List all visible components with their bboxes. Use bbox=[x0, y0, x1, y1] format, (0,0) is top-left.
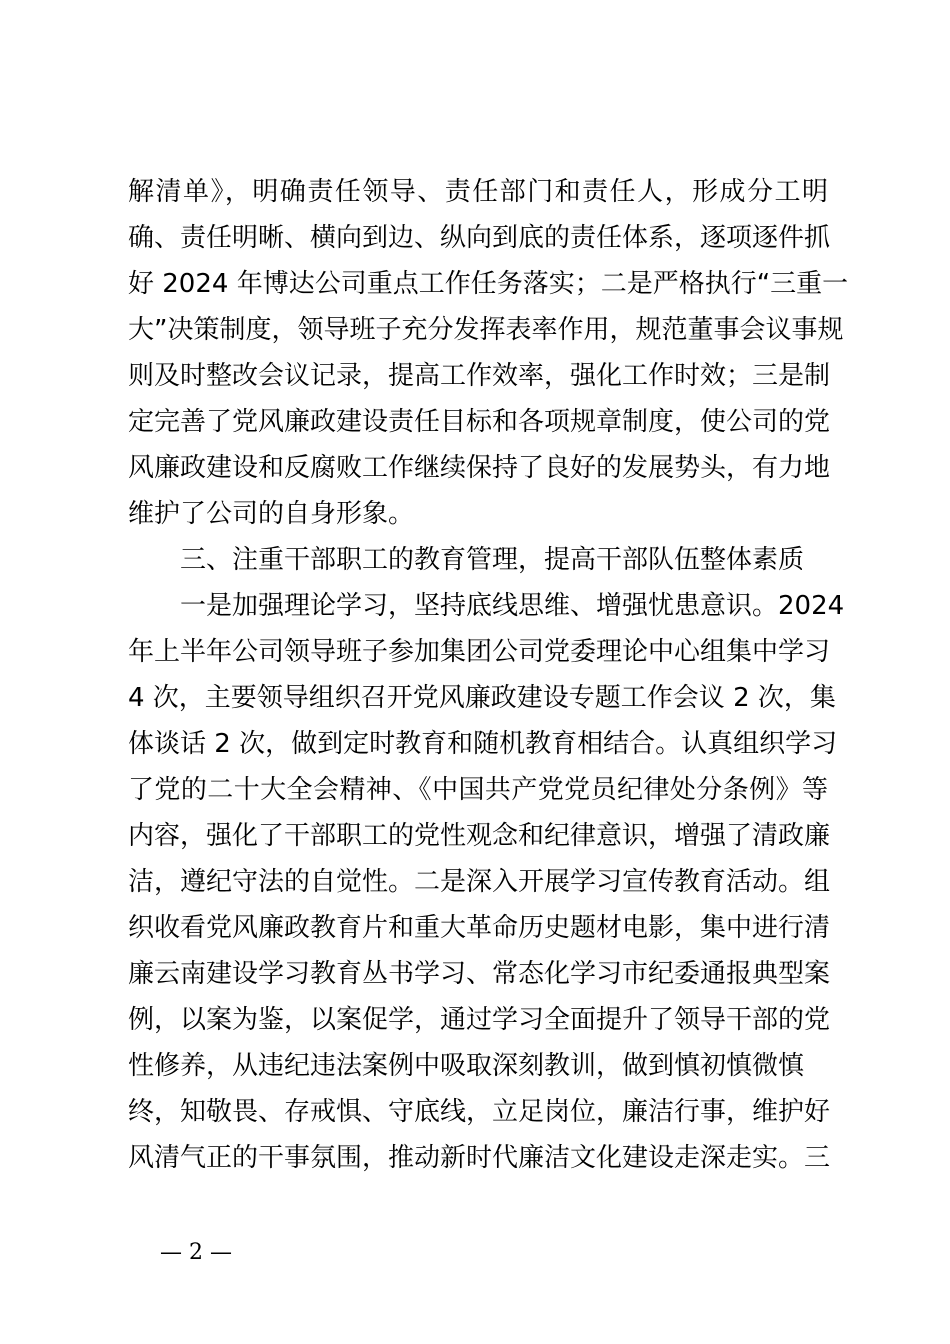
body-line-11: 年上半年公司领导班子参加集团公司党委理论中心组集中学习 bbox=[128, 637, 831, 667]
body-line-12: 4 次，主要领导组织召开党风廉政建设专题工作会议 2 次，集 bbox=[128, 683, 836, 713]
body-line-19: 例，以案为鉴，以案促学，通过学习全面提升了领导干部的党 bbox=[128, 1005, 831, 1035]
body-line-2: 确、责任明晰、横向到边、纵向到底的责任体系，逐项逐件抓 bbox=[128, 223, 831, 253]
body-line-15: 内容，强化了干部职工的党性观念和纪律意识，增强了清政廉 bbox=[128, 821, 831, 851]
body-line-14: 了党的二十大全会精神、《中国共产党党员纪律处分条例》等 bbox=[128, 775, 828, 805]
body-line-21: 终，知敬畏、存戒惧、守底线，立足岗位，廉洁行事，维护好 bbox=[128, 1097, 831, 1127]
body-line-20: 性修养，从违纪违法案例中吸取深刻教训，做到慎初慎微慎 bbox=[128, 1051, 805, 1081]
body-line-6: 定完善了党风廉政建设责任目标和各项规章制度，使公司的党 bbox=[128, 407, 831, 437]
page-number: — 2 — bbox=[160, 1240, 232, 1265]
body-line-17: 织收看党风廉政教育片和重大革命历史题材电影，集中进行清 bbox=[128, 913, 831, 943]
body-line-3: 好 2024 年博达公司重点工作任务落实；二是严格执行“三重一 bbox=[128, 269, 849, 299]
body-line-7: 风廉政建设和反腐败工作继续保持了良好的发展势头，有力地 bbox=[128, 453, 831, 483]
body-line-22: 风清气正的干事氛围，推动新时代廉洁文化建设走深走实。三 bbox=[128, 1143, 831, 1173]
body-line-16: 洁，遵纪守法的自觉性。二是深入开展学习宣传教育活动。组 bbox=[128, 867, 831, 897]
body-line-8: 维护了公司的自身形象。 bbox=[128, 499, 415, 529]
body-line-18: 廉云南建设学习教育丛书学习、常态化学习市纪委通报典型案 bbox=[128, 959, 831, 989]
body-line-1: 解清单》，明确责任领导、责任部门和责任人，形成分工明 bbox=[128, 177, 828, 207]
body-line-13: 体谈话 2 次，做到定时教育和随机教育相结合。认真组织学习 bbox=[128, 729, 838, 759]
section-heading: 三、注重干部职工的教育管理，提高干部队伍整体素质 bbox=[180, 545, 805, 575]
body-line-10: 一是加强理论学习，坚持底线思维、增强忧患意识。2024 bbox=[180, 591, 845, 621]
body-line-4: 大”决策制度，领导班子充分发挥表率作用，规范董事会议事规 bbox=[128, 315, 844, 345]
body-line-5: 则及时整改会议记录，提高工作效率，强化工作时效；三是制 bbox=[128, 361, 831, 391]
